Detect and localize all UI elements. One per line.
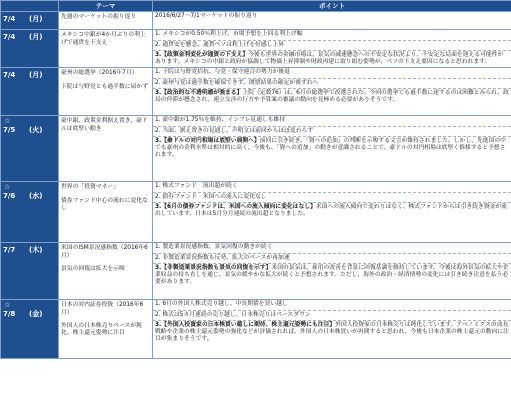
point-item xyxy=(153,193,511,203)
point-text: 1. 下院は与野党拮抗、与党・保守連合の勢力が後退 xyxy=(155,69,290,76)
point-item xyxy=(153,30,511,40)
point-item xyxy=(153,116,511,126)
point-item xyxy=(153,182,511,192)
row-date-cell xyxy=(1,116,59,182)
row-theme-text: 先週のマーケットの振り返り xyxy=(61,14,137,21)
row-theme-text: 豪中銀、政策金利据え置き、豪ドルは底堅い動き xyxy=(61,118,148,132)
row-theme-text: 豪州の総選挙（2016年7月） xyxy=(61,70,138,77)
point-item xyxy=(153,127,511,137)
point-item xyxy=(153,68,511,78)
point-item xyxy=(153,51,511,67)
row-points-cell xyxy=(153,116,511,182)
row-points-cell xyxy=(153,300,511,359)
header-points: ポイント xyxy=(153,1,511,12)
row-points-cell xyxy=(153,182,511,243)
row-weekday: (金) xyxy=(29,310,43,319)
row-date-cell xyxy=(1,12,59,30)
row-date: 7/6 xyxy=(3,192,16,201)
table-row xyxy=(1,243,511,300)
table-header-row xyxy=(1,1,511,12)
row-theme-cell xyxy=(59,116,153,182)
point-text: 上院（定数76）は、6月の総選挙で改選された。今回の選挙でも過半数に達するのは困難とみられ、政局の停滞が懸念され、連立交渉の行方や予算案の審議の動向を見極める必要がありそうです。 xyxy=(155,89,509,104)
row-weekday: (水) xyxy=(29,192,43,201)
point-text: 1. 株式ファンド 流出超が続く xyxy=(155,183,238,190)
star-icon: ☆ xyxy=(4,301,11,310)
row-weekday: (木) xyxy=(29,246,43,255)
point-text: 外国人投資家の日本株売りは鈍化しています。アベノミクスの成長戦略や企業の株主還元姿勢の強化などが評価されれば、外国人の日本株買いが再開すると思われ、今後も日本企業の株主還元の動向に注目が集まりそうです。 xyxy=(155,321,509,343)
row-theme-text: メキシコ中銀が4か月ぶりの利上げで通貨を下支え xyxy=(61,32,146,46)
point-text: 米国の景気は、雇用の改善を背景に回復基調を維持しています。今後は海外景気の拡大や企業収益の持ち直しを通じ、景気の緩やかな拡大が続くと予想されます。ただし、海外の政治・経済情勢の変化には引き続き注意を払う必要があります。 xyxy=(155,264,509,286)
point-item xyxy=(153,79,511,89)
row-theme-cell xyxy=(59,68,153,116)
row-theme-text: 景気の回復は拡大を示唆 xyxy=(61,265,125,272)
row-date: 7/5 xyxy=(3,126,16,135)
row-weekday: (月) xyxy=(29,71,43,80)
point-item xyxy=(153,89,511,105)
point-text: 1. 6月の外国人株式売り越し、中長期債を買い越し xyxy=(155,301,288,308)
row-theme-text: 下院は与野党とも過半数に届かず xyxy=(61,83,148,90)
row-theme-cell xyxy=(59,182,153,243)
row-points-cell xyxy=(153,243,511,300)
point-item xyxy=(153,311,511,321)
row-date: 7/8 xyxy=(3,310,16,319)
point-lead: 3.【6月の債券ファンドは、米国への流入傾向に変化はなし】 xyxy=(155,203,316,210)
point-text: 2. 豪州与党は過半数を確保できず、開票結果の確定が後ずれへ xyxy=(155,79,319,86)
star-icon: ☆ xyxy=(4,117,11,126)
point-text: 2. 株式は5カ月連続の売り越し、日本株売りはペースダウン xyxy=(155,311,311,318)
header-theme: テーマ xyxy=(59,1,153,12)
table-row xyxy=(1,30,511,68)
table-row xyxy=(1,12,511,30)
point-lead: 3.【政策金利変化が通貨の下支え】 xyxy=(155,51,249,58)
row-date: 7/4 xyxy=(3,71,16,80)
point-text: 1. メキシコが0.50％利上げ、市場予想を上回る利上げ幅 xyxy=(155,31,303,38)
row-date: 7/4 xyxy=(3,15,16,24)
point-item xyxy=(153,321,511,345)
row-date-cell xyxy=(1,300,59,359)
point-text: 今後も世界の金融市場は、景気の減速懸念への不安定な状況より、不安定な局面を迎える可能性があります。メキシコの中銀と政府が協調して物価上昇抑制や財政再建に取り組む姿勢が、ペソの下支え要因になると思われます。 xyxy=(155,51,504,66)
point-item xyxy=(153,12,511,21)
point-item xyxy=(153,203,511,219)
table-row xyxy=(1,182,511,243)
point-item xyxy=(153,137,511,161)
row-date-cell xyxy=(1,68,59,116)
row-date: 7/4 xyxy=(3,33,16,42)
point-text: 2. 当面、据え置きの見通し、声明文は前回からほぼ変わらず xyxy=(155,127,314,134)
point-text: 1. 豪中銀が1.75％を維持、インフレ見通しも維持 xyxy=(155,117,286,124)
point-text: 米国への流入傾向で変わりはなく、株式ファンドからは引き続き資金が流出しています。日本は5月分月連続の流出超となりました。 xyxy=(155,203,507,218)
table-row xyxy=(1,68,511,116)
point-lead: 3.【豪ドルの対円相場は底堅い展開へ】 xyxy=(155,137,260,144)
row-theme-text: 債券ファンド中心の流れに変化なし xyxy=(61,197,148,211)
point-item xyxy=(153,254,511,264)
star-icon: ☆ xyxy=(4,183,11,192)
row-theme-text: 米国のISM景況感指数（2016年6月） xyxy=(61,245,148,259)
row-date-cell xyxy=(1,182,59,243)
row-points-cell xyxy=(153,30,511,68)
row-weekday: (火) xyxy=(29,126,43,135)
table-row xyxy=(1,116,511,182)
point-text: 前回に引き続き、「資への追加」の判断を示唆する文言が維持されました。しかし、先進国の中でも豪州の金利水準は相対的に高く、今後も、「資への追加」の動きが意識されることで、豪ドルの対円相場は底堅く推移すると予想されます。 xyxy=(155,137,506,159)
point-text: 2016/6/27～7/1マーケットの振り返り xyxy=(155,13,258,20)
point-item xyxy=(153,41,511,51)
row-theme-cell xyxy=(59,300,153,359)
table-row xyxy=(1,300,511,359)
row-theme-text: 日本の対内証券投資（2016年6月） xyxy=(61,302,144,316)
point-item xyxy=(153,300,511,310)
row-date-cell xyxy=(1,243,59,300)
point-lead: 3.【政治的な不透明感が強まる】 xyxy=(155,89,243,96)
point-text: 1. 製造業景況感指数、景気回復の動きが続く xyxy=(155,244,273,251)
row-weekday: (月) xyxy=(29,33,43,42)
header-date xyxy=(1,1,59,12)
row-theme-cell xyxy=(59,243,153,300)
point-text: 2. 通貨安を懸念、通貨ペソは利上げを好感し上昇 xyxy=(155,41,285,48)
row-points-cell xyxy=(153,12,511,30)
row-weekday: (月) xyxy=(29,15,43,24)
row-date-cell xyxy=(1,30,59,68)
point-lead: 3.【外国人投資家の日本株買い越しに期待、株主還元姿勢にも注目】 xyxy=(155,321,336,328)
point-item xyxy=(153,264,511,288)
row-theme-text: 外国人の日本株売りペースが鈍化、株主還元姿勢に注目 xyxy=(61,322,142,337)
row-theme-cell xyxy=(59,30,153,68)
row-theme-text: 世界の「投資マネー」 xyxy=(61,184,119,191)
point-text: 2. 債券ファンド 米国への流入に変化なし xyxy=(155,193,267,200)
row-theme-cell xyxy=(59,12,153,30)
point-lead: 3.【非製造業景況指数も景気の回復を示す】 xyxy=(155,264,272,271)
row-date: 7/7 xyxy=(3,246,16,255)
point-text: 2. 非製造業景況指数も反発、拡大のペースが再加速 xyxy=(155,254,290,261)
row-points-cell xyxy=(153,68,511,116)
point-item xyxy=(153,243,511,253)
